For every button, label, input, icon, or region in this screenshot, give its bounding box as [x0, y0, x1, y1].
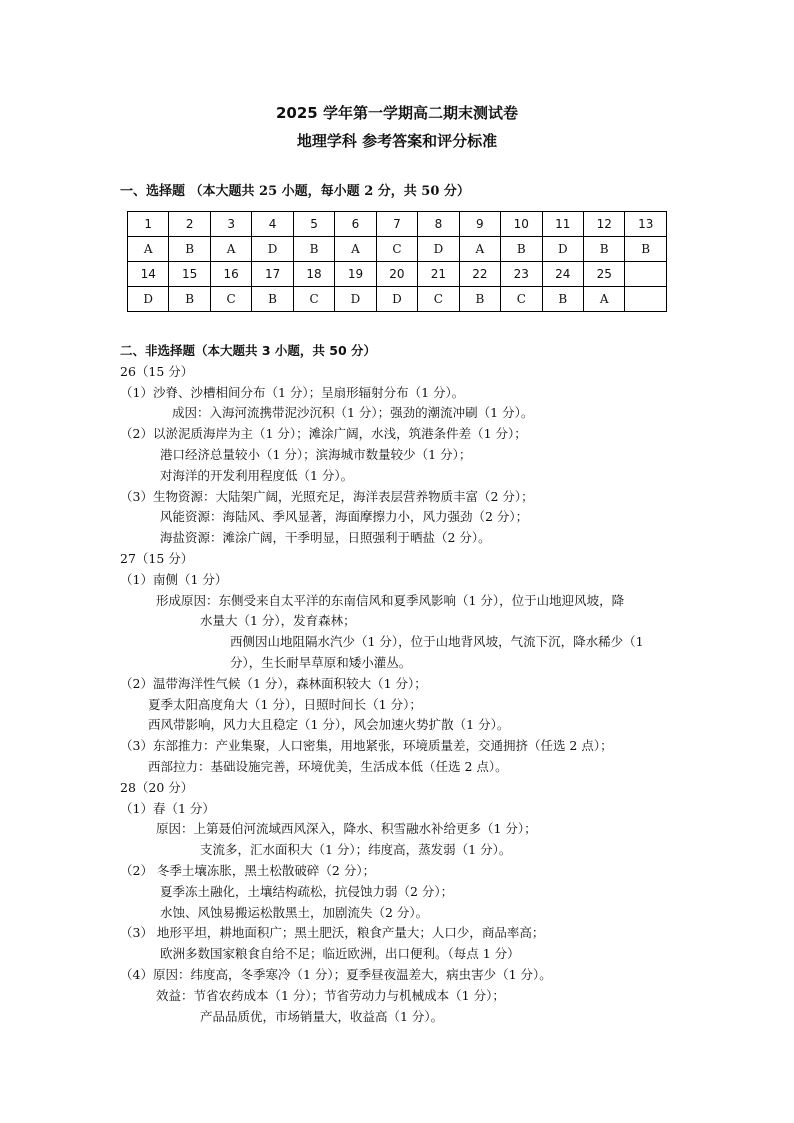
answer-line: 分），生长耐旱草原和矮小灌丛。 — [230, 654, 412, 670]
question-heading: 27（15 分） — [120, 550, 194, 566]
answer-line: 原因：上第聂伯河流域西风深入，降水、积雪融水补给更多（1 分）； — [156, 821, 537, 837]
answer-table — [127, 211, 667, 312]
table-cell: D — [335, 287, 376, 312]
table-cell: B — [625, 237, 667, 262]
answer-line: 成因：入海河流携带泥沙沉积（1 分）；强劲的潮流冲刷（1 分）。 — [172, 405, 534, 421]
table-cell: 15 — [169, 262, 210, 287]
table-row-answers — [128, 287, 667, 312]
table-cell: 8 — [418, 212, 459, 237]
table-cell: A — [583, 287, 624, 312]
table-row-answers — [128, 237, 667, 262]
table-cell: C — [501, 287, 542, 312]
table-cell: 9 — [459, 212, 500, 237]
table-cell: 7 — [376, 212, 417, 237]
question-heading: 26（15 分） — [120, 363, 194, 379]
table-cell: B — [583, 237, 624, 262]
answer-line: （4）原因：纬度高，冬季寒冷（1 分）；夏季昼夜温差大，病虫害少（1 分）。 — [120, 966, 552, 982]
table-cell: 14 — [128, 262, 169, 287]
table-cell: D — [128, 287, 169, 312]
table-cell: B — [542, 287, 583, 312]
answer-line: 海盐资源：滩涂广阔，干季明显，日照强利于晒盐（2 分）。 — [160, 530, 491, 546]
table-cell: 18 — [293, 262, 334, 287]
table-cell: 19 — [335, 262, 376, 287]
answer-line: （2）温带海洋性气候（1 分），森林面积较大（1 分）； — [120, 675, 427, 691]
answer-line: 欧洲多数国家粮食自给不足；临近欧洲，出口便利。（每点 1 分） — [160, 946, 520, 962]
answer-line: （1）春（1 分） — [120, 800, 215, 816]
answer-line: 产品品质优，市场销量大，收益高（1 分）。 — [200, 1008, 444, 1024]
answer-line: 支流多，汇水面积大（1 分）；纬度高，蒸发弱（1 分）。 — [200, 842, 512, 858]
answer-line: （1）南侧（1 分） — [120, 571, 228, 587]
answer-line: （3） 地形平坦，耕地面积广；黑土肥沃，粮食产量大；人口少，商品率高； — [120, 925, 545, 941]
question-heading: 28（20 分） — [120, 779, 194, 795]
answer-line: 夏季太阳高度角大（1 分），日照时间长（1 分）； — [148, 696, 422, 712]
table-cell: D — [252, 237, 293, 262]
table-cell: 24 — [542, 262, 583, 287]
table-cell: 25 — [583, 262, 624, 287]
table-cell: 11 — [542, 212, 583, 237]
table-row-numbers — [128, 212, 667, 237]
answer-line: 港口经济总量较小（1 分）；滨海城市数量较少（1 分）； — [160, 446, 472, 462]
answer-line: 西部拉力：基础设施完善，环境优美，生活成本低（任选 2 点）。 — [148, 758, 508, 774]
answer-line: （3）生物资源：大陆架广阔，光照充足，海洋表层营养物质丰富（2 分）； — [120, 488, 534, 504]
table-cell — [625, 262, 667, 287]
table-cell: 13 — [625, 212, 667, 237]
section-heading-nonchoice: 二、非选择题（本大题共 3 小题，共 50 分） — [120, 343, 377, 358]
table-cell: 6 — [335, 212, 376, 237]
page-subtitle: 地理学科 参考答案和评分标准 — [296, 132, 498, 150]
answer-line: 风能资源：海陆风、季风显著，海面摩擦力小，风力强劲（2 分）； — [160, 509, 529, 525]
answer-line: 对海洋的开发利用程度低（1 分）。 — [160, 467, 354, 483]
answer-line: 西侧因山地阻隔水汽少（1 分），位于山地背风坡，气流下沉，降水稀少（1 — [230, 634, 644, 650]
table-cell: 5 — [293, 212, 334, 237]
table-cell: B — [169, 237, 210, 262]
table-cell: 12 — [583, 212, 624, 237]
table-cell: C — [210, 287, 251, 312]
table-cell: 23 — [501, 262, 542, 287]
table-cell: 22 — [459, 262, 500, 287]
table-cell: 17 — [252, 262, 293, 287]
table-cell: B — [169, 287, 210, 312]
table-cell: 16 — [210, 262, 251, 287]
table-cell: D — [418, 237, 459, 262]
table-cell: 2 — [169, 212, 210, 237]
table-cell: 10 — [501, 212, 542, 237]
table-cell: 4 — [252, 212, 293, 237]
page-title: 2025 学年第一学期高二期末测试卷 — [276, 104, 518, 122]
table-cell: 21 — [418, 262, 459, 287]
table-cell — [625, 287, 667, 312]
answer-line: 形成原因：东侧受来自太平洋的东南信风和夏季风影响（1 分），位于山地迎风坡，降 — [156, 592, 625, 608]
table-cell: B — [501, 237, 542, 262]
table-cell: C — [376, 237, 417, 262]
answer-line: （2） 冬季土壤冻胀，黑土松散破碎（2 分）； — [120, 862, 376, 878]
table-cell: 1 — [128, 212, 169, 237]
table-cell: C — [293, 287, 334, 312]
table-cell: C — [418, 287, 459, 312]
section-heading-choice: 一、选择题 （本大题共 25 小题，每小题 2 分，共 50 分） — [120, 184, 470, 199]
table-cell: A — [459, 237, 500, 262]
table-cell: B — [293, 237, 334, 262]
table-cell: A — [128, 237, 169, 262]
answer-line: （3）东部推力：产业集聚，人口密集，用地紧张，环境质量差，交通拥挤（任选 2 点）； — [120, 738, 613, 754]
answer-line: 水蚀、风蚀易搬运松散黑土，加剧流失（2 分）。 — [160, 904, 429, 920]
table-cell: B — [252, 287, 293, 312]
answer-line: （1）沙脊、沙槽相间分布（1 分）；呈扇形辐射分布（1 分）。 — [120, 384, 465, 400]
table-cell: 20 — [376, 262, 417, 287]
table-cell: A — [335, 237, 376, 262]
table-cell: 3 — [210, 212, 251, 237]
table-cell: A — [210, 237, 251, 262]
answer-line: 水量大（1 分），发育森林； — [200, 613, 356, 629]
answer-line: 西风带影响，风力大且稳定（1 分），风会加速火势扩散（1 分）。 — [148, 717, 510, 733]
answer-line: 夏季冻土融化，土壤结构疏松，抗侵蚀力弱（2 分）； — [160, 883, 454, 899]
table-cell: D — [376, 287, 417, 312]
table-row-numbers — [128, 262, 667, 287]
answer-line: （2）以淤泥质海岸为主（1 分）；滩涂广阔，水浅，筑港条件差（1 分）； — [120, 426, 527, 442]
table-cell: D — [542, 237, 583, 262]
table-cell: B — [459, 287, 500, 312]
answer-line: 效益：节省农药成本（1 分）；节省劳动力与机械成本（1 分）； — [156, 987, 505, 1003]
answer-content — [120, 341, 686, 1027]
